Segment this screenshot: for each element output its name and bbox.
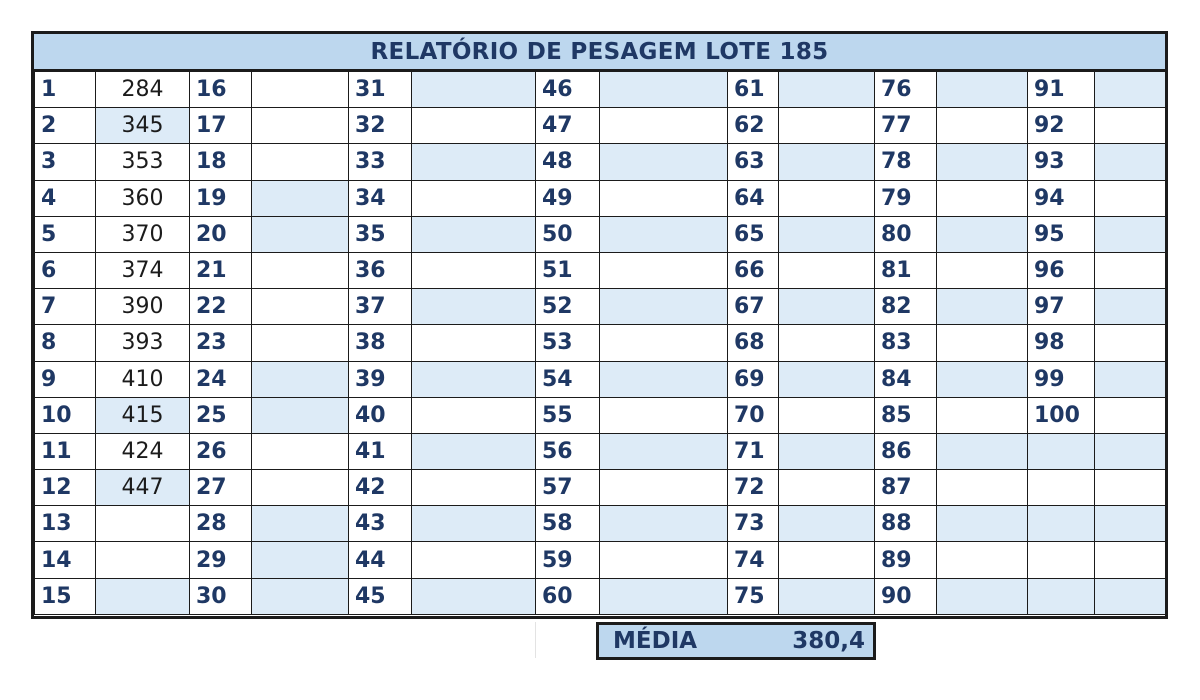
animal-number-cell: 19: [190, 180, 252, 216]
animal-number-cell: 60: [536, 578, 600, 614]
animal-number-cell: 41: [349, 433, 412, 469]
weight-cell: [600, 578, 728, 614]
table-row: [35, 361, 1166, 397]
animal-number-cell: 99: [1028, 361, 1095, 397]
animal-number-cell: 73: [728, 506, 779, 542]
animal-number-cell: 55: [536, 397, 600, 433]
animal-number-cell: 94: [1028, 180, 1095, 216]
weight-cell: [600, 72, 728, 108]
weight-cell: [412, 325, 536, 361]
animal-number-cell: 1: [35, 72, 96, 108]
weight-cell: [600, 470, 728, 506]
animal-number-cell: 4: [35, 180, 96, 216]
weight-cell: [600, 144, 728, 180]
animal-number-cell: 5: [35, 216, 96, 252]
weight-cell: [252, 506, 349, 542]
weight-cell: [779, 397, 875, 433]
animal-number-cell: 31: [349, 72, 412, 108]
weight-cell: [1095, 433, 1166, 469]
weight-cell: [937, 180, 1028, 216]
animal-number-cell: 69: [728, 361, 779, 397]
animal-number-cell: 57: [536, 470, 600, 506]
weight-cell: 284: [96, 72, 190, 108]
weight-cell: [937, 216, 1028, 252]
weight-cell: [252, 144, 349, 180]
animal-number-cell: 63: [728, 144, 779, 180]
animal-number-cell: 91: [1028, 72, 1095, 108]
animal-number-cell: 50: [536, 216, 600, 252]
weight-cell: [1095, 108, 1166, 144]
average-box: [596, 622, 876, 660]
table-row: [35, 542, 1166, 578]
weight-cell: [412, 252, 536, 288]
weight-cell: [779, 289, 875, 325]
weight-cell: [600, 433, 728, 469]
weight-cell: 447: [96, 470, 190, 506]
weight-cell: 410: [96, 361, 190, 397]
weight-cell: 345: [96, 108, 190, 144]
weight-cell: [1095, 289, 1166, 325]
weight-cell: [1095, 361, 1166, 397]
weight-cell: [600, 542, 728, 578]
weight-cell: [779, 144, 875, 180]
weight-cell: [937, 325, 1028, 361]
animal-number-cell: 16: [190, 72, 252, 108]
animal-number-cell: 84: [875, 361, 937, 397]
weight-cell: [779, 72, 875, 108]
weight-cell: [779, 433, 875, 469]
weight-cell: [252, 325, 349, 361]
weighing-table: [34, 71, 1166, 615]
animal-number-cell: 82: [875, 289, 937, 325]
animal-number-cell: 35: [349, 216, 412, 252]
animal-number-cell: 59: [536, 542, 600, 578]
weight-cell: [412, 180, 536, 216]
weight-cell: [412, 108, 536, 144]
weight-cell: [96, 542, 190, 578]
animal-number-cell: 17: [190, 108, 252, 144]
weight-cell: [937, 542, 1028, 578]
animal-number-cell: 26: [190, 433, 252, 469]
animal-number-cell: 89: [875, 542, 937, 578]
animal-number-cell: [1028, 578, 1095, 614]
weight-cell: [1095, 542, 1166, 578]
weight-cell: [779, 578, 875, 614]
weight-cell: [779, 542, 875, 578]
weight-cell: 390: [96, 289, 190, 325]
weight-cell: [412, 578, 536, 614]
weight-cell: [779, 180, 875, 216]
weight-cell: [779, 470, 875, 506]
animal-number-cell: 56: [536, 433, 600, 469]
animal-number-cell: 100: [1028, 397, 1095, 433]
weight-cell: [96, 506, 190, 542]
animal-number-cell: 51: [536, 252, 600, 288]
weight-cell: [252, 216, 349, 252]
table-row: [35, 325, 1166, 361]
table-row: [35, 252, 1166, 288]
divider-line: [535, 622, 536, 658]
animal-number-cell: 83: [875, 325, 937, 361]
animal-number-cell: 52: [536, 289, 600, 325]
animal-number-cell: 97: [1028, 289, 1095, 325]
weight-cell: [412, 216, 536, 252]
animal-number-cell: 8: [35, 325, 96, 361]
animal-number-cell: 79: [875, 180, 937, 216]
animal-number-cell: 66: [728, 252, 779, 288]
animal-number-cell: 87: [875, 470, 937, 506]
weight-cell: [779, 108, 875, 144]
report-title: RELATÓRIO DE PESAGEM LOTE 185: [34, 34, 1165, 71]
animal-number-cell: 13: [35, 506, 96, 542]
animal-number-cell: 32: [349, 108, 412, 144]
animal-number-cell: 9: [35, 361, 96, 397]
animal-number-cell: 61: [728, 72, 779, 108]
weight-cell: [412, 470, 536, 506]
animal-number-cell: 33: [349, 144, 412, 180]
animal-number-cell: 47: [536, 108, 600, 144]
weight-cell: [1095, 216, 1166, 252]
animal-number-cell: 44: [349, 542, 412, 578]
weight-cell: [412, 144, 536, 180]
animal-number-cell: 78: [875, 144, 937, 180]
animal-number-cell: 20: [190, 216, 252, 252]
weight-cell: [1095, 506, 1166, 542]
weight-cell: [412, 397, 536, 433]
animal-number-cell: 24: [190, 361, 252, 397]
animal-number-cell: 98: [1028, 325, 1095, 361]
animal-number-cell: 10: [35, 397, 96, 433]
weight-cell: [252, 289, 349, 325]
weight-cell: [1095, 252, 1166, 288]
animal-number-cell: 49: [536, 180, 600, 216]
animal-number-cell: 93: [1028, 144, 1095, 180]
animal-number-cell: 34: [349, 180, 412, 216]
weight-cell: [600, 252, 728, 288]
weight-cell: [1095, 470, 1166, 506]
animal-number-cell: 40: [349, 397, 412, 433]
average-label: MÉDIA: [613, 628, 698, 654]
weight-cell: [937, 578, 1028, 614]
weight-cell: [600, 289, 728, 325]
weight-cell: [937, 397, 1028, 433]
weight-cell: [600, 397, 728, 433]
animal-number-cell: 42: [349, 470, 412, 506]
animal-number-cell: 29: [190, 542, 252, 578]
weight-cell: [252, 397, 349, 433]
weight-cell: [937, 144, 1028, 180]
weight-cell: [412, 506, 536, 542]
weight-cell: [252, 578, 349, 614]
weight-cell: [600, 325, 728, 361]
weight-cell: [1095, 325, 1166, 361]
weight-cell: [1095, 180, 1166, 216]
table-row: [35, 180, 1166, 216]
animal-number-cell: 48: [536, 144, 600, 180]
weight-cell: [252, 470, 349, 506]
animal-number-cell: 25: [190, 397, 252, 433]
animal-number-cell: 64: [728, 180, 779, 216]
animal-number-cell: 92: [1028, 108, 1095, 144]
weight-cell: [937, 289, 1028, 325]
weight-cell: [412, 542, 536, 578]
animal-number-cell: 81: [875, 252, 937, 288]
animal-number-cell: 7: [35, 289, 96, 325]
animal-number-cell: 80: [875, 216, 937, 252]
animal-number-cell: 43: [349, 506, 412, 542]
animal-number-cell: 23: [190, 325, 252, 361]
animal-number-cell: 30: [190, 578, 252, 614]
weight-cell: [252, 542, 349, 578]
table-row: [35, 144, 1166, 180]
weight-cell: 374: [96, 252, 190, 288]
weight-cell: [252, 361, 349, 397]
animal-number-cell: 54: [536, 361, 600, 397]
weight-cell: 360: [96, 180, 190, 216]
weight-cell: 353: [96, 144, 190, 180]
table-row: [35, 72, 1166, 108]
animal-number-cell: 45: [349, 578, 412, 614]
animal-number-cell: 53: [536, 325, 600, 361]
table-row: [35, 397, 1166, 433]
weight-cell: [252, 180, 349, 216]
animal-number-cell: 28: [190, 506, 252, 542]
weight-cell: [937, 108, 1028, 144]
weight-cell: [252, 433, 349, 469]
animal-number-cell: 90: [875, 578, 937, 614]
weight-cell: [937, 433, 1028, 469]
animal-number-cell: 11: [35, 433, 96, 469]
animal-number-cell: 67: [728, 289, 779, 325]
animal-number-cell: 95: [1028, 216, 1095, 252]
weight-cell: [600, 180, 728, 216]
table-row: [35, 216, 1166, 252]
weight-cell: [937, 252, 1028, 288]
animal-number-cell: [1028, 542, 1095, 578]
table-row: [35, 108, 1166, 144]
animal-number-cell: [1028, 433, 1095, 469]
weight-cell: [252, 108, 349, 144]
animal-number-cell: 12: [35, 470, 96, 506]
animal-number-cell: 36: [349, 252, 412, 288]
weight-cell: [412, 433, 536, 469]
animal-number-cell: 72: [728, 470, 779, 506]
animal-number-cell: 96: [1028, 252, 1095, 288]
weight-cell: [937, 506, 1028, 542]
weight-cell: [779, 216, 875, 252]
animal-number-cell: 37: [349, 289, 412, 325]
weight-cell: [779, 252, 875, 288]
animal-number-cell: 46: [536, 72, 600, 108]
animal-number-cell: 6: [35, 252, 96, 288]
weight-cell: [779, 506, 875, 542]
table-row: [35, 433, 1166, 469]
animal-number-cell: 22: [190, 289, 252, 325]
weight-cell: [779, 361, 875, 397]
table-row: [35, 470, 1166, 506]
animal-number-cell: 15: [35, 578, 96, 614]
weight-cell: [600, 506, 728, 542]
weight-cell: [1095, 144, 1166, 180]
weight-cell: [252, 252, 349, 288]
animal-number-cell: 76: [875, 72, 937, 108]
animal-number-cell: [1028, 470, 1095, 506]
weight-cell: [412, 72, 536, 108]
animal-number-cell: 27: [190, 470, 252, 506]
weight-cell: [1095, 578, 1166, 614]
weight-cell: [937, 361, 1028, 397]
animal-number-cell: [1028, 506, 1095, 542]
animal-number-cell: 38: [349, 325, 412, 361]
weight-cell: [1095, 397, 1166, 433]
animal-number-cell: 70: [728, 397, 779, 433]
weight-cell: [1095, 72, 1166, 108]
animal-number-cell: 14: [35, 542, 96, 578]
weight-cell: 393: [96, 325, 190, 361]
weight-cell: 415: [96, 397, 190, 433]
animal-number-cell: 39: [349, 361, 412, 397]
table-row: [35, 289, 1166, 325]
weight-cell: [600, 216, 728, 252]
weight-cell: [96, 578, 190, 614]
animal-number-cell: 58: [536, 506, 600, 542]
animal-number-cell: 3: [35, 144, 96, 180]
animal-number-cell: 18: [190, 144, 252, 180]
animal-number-cell: 86: [875, 433, 937, 469]
animal-number-cell: 88: [875, 506, 937, 542]
animal-number-cell: 74: [728, 542, 779, 578]
animal-number-cell: 21: [190, 252, 252, 288]
weight-cell: [937, 470, 1028, 506]
weight-cell: [412, 361, 536, 397]
weight-cell: [779, 325, 875, 361]
table-row: [35, 578, 1166, 614]
animal-number-cell: 77: [875, 108, 937, 144]
weight-cell: [600, 108, 728, 144]
weight-cell: [937, 72, 1028, 108]
animal-number-cell: 85: [875, 397, 937, 433]
weight-cell: [252, 72, 349, 108]
animal-number-cell: 65: [728, 216, 779, 252]
animal-number-cell: 62: [728, 108, 779, 144]
weight-cell: 424: [96, 433, 190, 469]
animal-number-cell: 75: [728, 578, 779, 614]
weighing-report-sheet: [31, 31, 1168, 619]
average-value: 380,4: [792, 628, 865, 654]
weight-cell: 370: [96, 216, 190, 252]
animal-number-cell: 2: [35, 108, 96, 144]
animal-number-cell: 71: [728, 433, 779, 469]
table-row: [35, 506, 1166, 542]
weight-cell: [412, 289, 536, 325]
weight-cell: [600, 361, 728, 397]
animal-number-cell: 68: [728, 325, 779, 361]
